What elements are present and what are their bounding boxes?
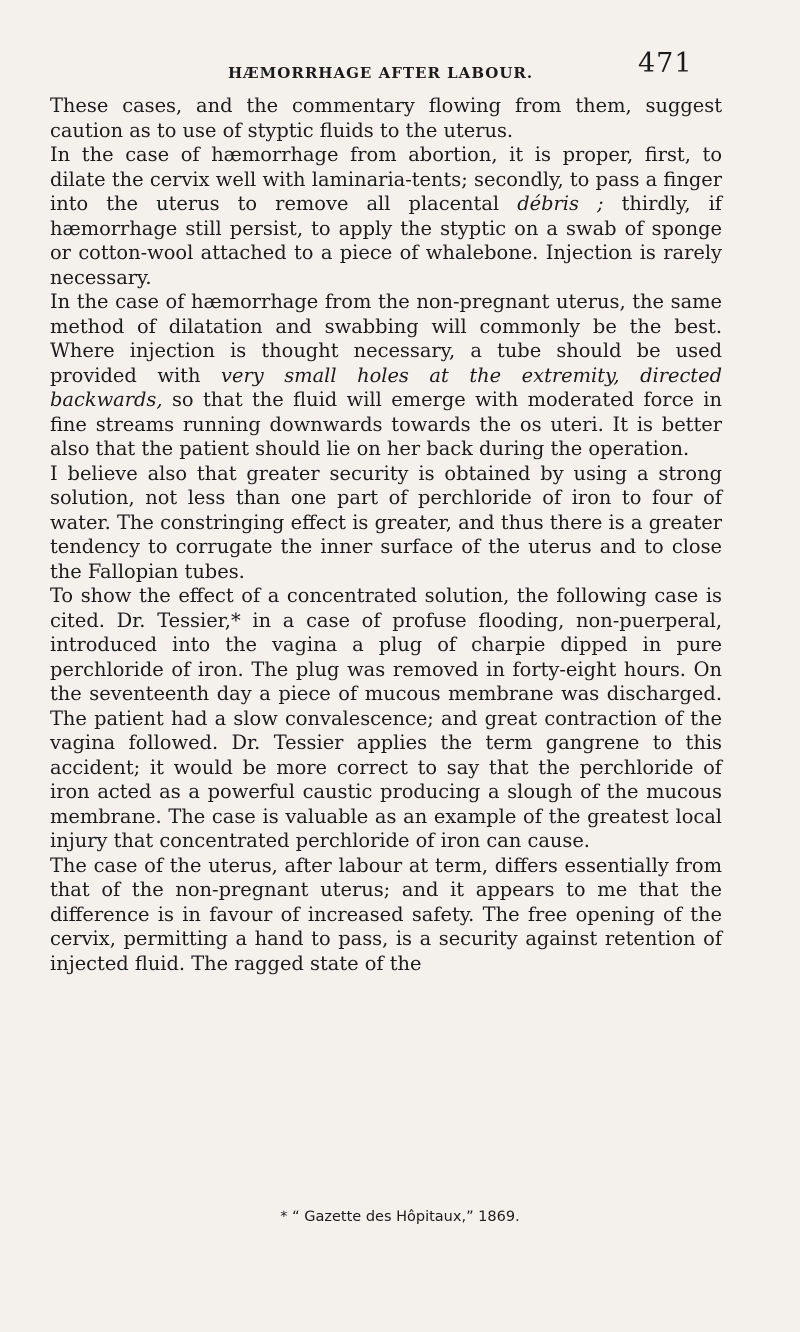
text-run: In the case of hæmorrhage from the non-pregnant uterus, the same method of dilatation and swabbing will commonly be the best. Where injection is thought necessary, a tube should be used provided with xyxy=(50,290,722,387)
page-header xyxy=(50,48,720,88)
text-run: The case of the uterus, after labour at term, differs essentially from that of the non-pregnant uterus; and it appears to me that the difference is in favour of increased safety. The free opening of the cervix, permitting a hand to pass, is a security against retention of injected fluid. The ragged state of the xyxy=(50,853,722,975)
paragraph-4 xyxy=(50,462,722,585)
running-head: HÆMORRHAGE AFTER LABOUR. xyxy=(228,64,534,82)
page-number: 471 xyxy=(638,48,693,79)
text-run: thirdly, if hæmorrhage still persist, to apply the styptic on a swab of sponge or cotton-wool attached to a piece of whalebone. Injection is rarely necessary. xyxy=(50,192,722,289)
paragraph-1 xyxy=(50,94,722,143)
footnote: * “ Gazette des Hôpitaux,” 1869. xyxy=(280,1209,520,1225)
text-run: To show the effect of a concentrated solution, the following case is cited. Dr. Tessier,* in a case of profuse flooding, non-puerperal, introduced into the vagina a plug of charpie dipped in pure perchloride of iron. The plug was removed in forty-eight hours. On the seventeenth day a piece of mucous membrane was discharged. The patient had a slow convalescence; and great contraction of the vagina followed. Dr. Tessier applies the term gangrene to this accident; it would be more correct to say that the perchloride of iron acted as a powerful caustic producing a slough of the mucous membrane. The case is valuable as an example of the greatest local injury that concentrated perchloride of iron can cause. xyxy=(50,584,722,852)
text-run: In the case of hæmorrhage from abortion, it is proper, first, to dilate the cervix well with laminaria-tents; secondly, to pass a finger into the uterus to remove all placental xyxy=(50,143,722,215)
paragraph-5 xyxy=(50,584,722,854)
text-run-italic: very small holes at the extremity, directed backwards, xyxy=(50,363,722,411)
paragraph-3 xyxy=(50,290,722,462)
body-text xyxy=(50,94,722,976)
paragraph-2 xyxy=(50,143,722,290)
text-run-italic: débris ; xyxy=(517,192,604,215)
text-run: These cases, and the commentary flowing from them, suggest caution as to use of styptic fluids to the uterus. xyxy=(50,94,722,142)
text-run: so that the fluid will emerge with moderated force in fine streams running downwards towards the os uteri. It is better also that the patient should lie on her back during the operation. xyxy=(50,388,722,460)
text-run: I believe also that greater security is obtained by using a strong solution, not less than one part of perchloride of iron to four of water. The constringing effect is greater, and thus there is a greater tendency to corrugate the inner surface of the uterus and to close the Fallopian tubes. xyxy=(50,461,722,583)
paragraph-6 xyxy=(50,854,722,977)
